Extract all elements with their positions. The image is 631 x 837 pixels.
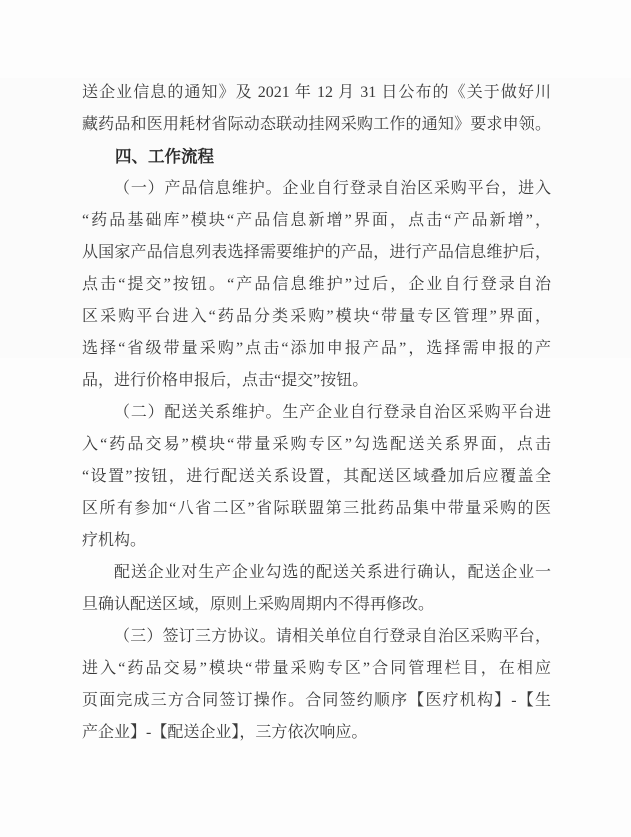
text-line: （三）签订三方协议。请相关单位自行登录自治区采购平台，: [114, 628, 551, 645]
text-line: 品，进行价格申报后，点击“提交”按钮。: [82, 372, 369, 389]
text-line: 送企业信息的通知》及 2021 年 12 月 31 日公布的《关于做好川: [82, 84, 551, 101]
text-line: （二）配送关系维护。生产企业自行登录自治区采购平台进: [114, 404, 551, 421]
text-line: 藏药品和医用耗材省际动态联动挂网采购工作的通知》要求申领。: [82, 116, 551, 133]
section-heading: 四、工作流程: [115, 148, 214, 166]
text-line: 从国家产品信息列表选择需要维护的产品，进行产品信息维护后，: [82, 244, 551, 261]
text-line: 疗机构。: [82, 532, 147, 549]
text-line: “设置”按钮，进行配送关系设置，其配送区域叠加后应覆盖全: [82, 468, 551, 485]
text-line: 选择“省级带量采购”点击“添加申报产品”，选择需申报的产: [82, 340, 551, 357]
text-line: （一）产品信息维护。企业自行登录自治区采购平台，进入: [114, 180, 551, 197]
text-line: 点击“提交”按钮。“产品信息维护”过后，企业自行登录自治: [82, 276, 551, 293]
document-body: [82, 77, 551, 749]
text-line: “药品基础库”模块“产品信息新增”界面，点击“产品新增”，: [82, 212, 551, 229]
text-line: 进入“药品交易”模块“带量采购专区”合同管理栏目，在相应: [82, 660, 551, 677]
text-line: 区采购平台进入“药品分类采购”模块“带量专区管理”界面，: [82, 308, 551, 325]
text-line: 配送企业对生产企业勾选的配送关系进行确认，配送企业一: [114, 564, 551, 581]
text-line: 页面完成三方合同签订操作。合同签约顺序【医疗机构】-【生: [82, 692, 551, 709]
text-line: 区所有参加“八省二区”省际联盟第三批药品集中带量采购的医: [82, 500, 551, 517]
text-line: 旦确认配送区域，原则上采购周期内不得再修改。: [82, 596, 435, 613]
text-line: 入“药品交易”模块“带量采购专区”勾选配送关系界面，点击: [82, 436, 551, 453]
text-line: 产企业】-【配送企业】，三方依次响应。: [82, 724, 368, 741]
